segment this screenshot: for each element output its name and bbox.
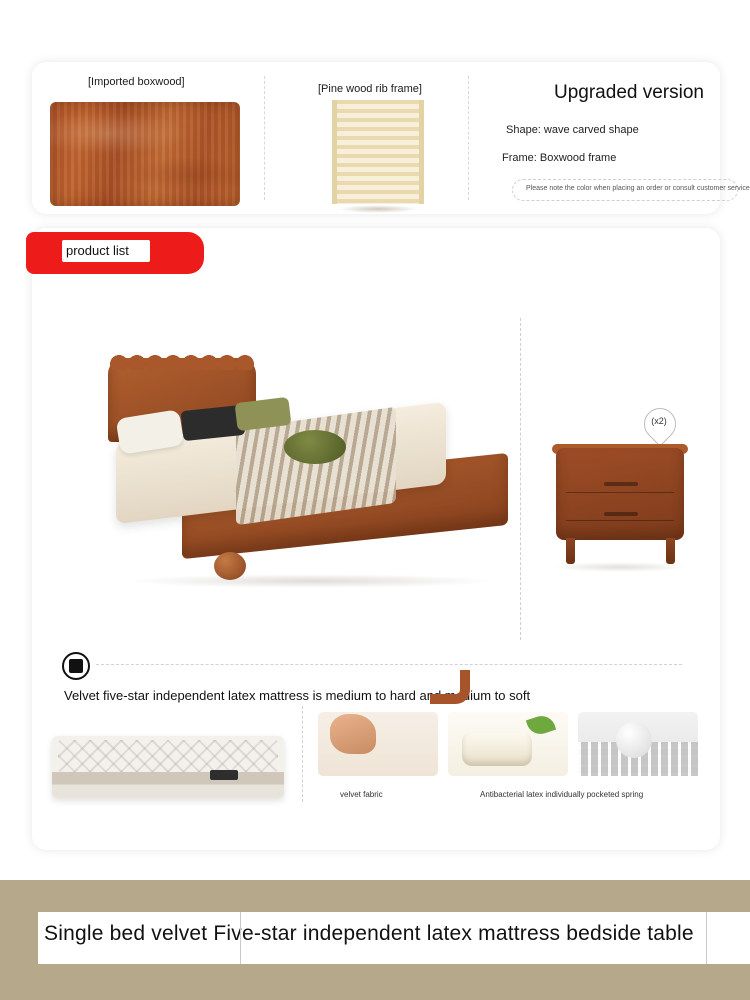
hand-press-illustration (330, 714, 376, 754)
bed-shadow (126, 574, 496, 588)
corner-bracket-icon (430, 670, 470, 704)
boxwood-label: [Imported boxwood] (88, 76, 185, 88)
spring-ball-illustration (616, 722, 652, 758)
nightstand-image (556, 448, 684, 540)
rib-frame-shadow (338, 205, 418, 213)
mattress-caption: Velvet five-star independent latex mattress is medium to hard and medium to soft (64, 688, 531, 703)
nightstand-quantity: (x2) (651, 416, 667, 426)
product-list-label: product list (66, 243, 129, 258)
bottom-separator-1 (240, 912, 241, 964)
nightstand-drawer-line-1 (566, 492, 674, 493)
nightstand-handle-2 (604, 512, 638, 516)
frame-spec: Frame: Boxwood frame (502, 152, 617, 164)
nightstand-shadow (552, 562, 688, 572)
latex-block-illustration (462, 732, 532, 766)
mattress-tag (210, 770, 238, 780)
divider-left (264, 76, 265, 200)
bed-image (86, 352, 506, 588)
nightstand-drawer-line-2 (566, 520, 674, 521)
color-note-text: Please note the color when placing an order or consult customer service (526, 185, 750, 192)
upgraded-version-title: Upgraded version (554, 82, 704, 103)
pine-rib-frame-label: [Pine wood rib frame] (318, 83, 422, 95)
thumb-caption-velvet: velvet fabric (340, 790, 383, 799)
bullet-square-icon (69, 659, 83, 673)
bed-headboard-scallop (110, 354, 254, 370)
bottom-product-summary: Single bed velvet Five-star independent latex mattress bedside table (44, 922, 694, 945)
bottom-separator-2 (706, 912, 707, 964)
pine-rib-frame-image (332, 100, 424, 204)
mattress-quilt-pattern (58, 740, 278, 772)
mattress-section-divider (96, 664, 682, 665)
bed-round-cushion (284, 430, 346, 464)
nightstand-handle-1 (604, 482, 638, 486)
divider-right (468, 76, 469, 200)
mattress-thumbs-divider (302, 706, 303, 802)
nightstand-leg-left (566, 538, 575, 564)
shape-spec: Shape: wave carved shape (506, 124, 639, 136)
product-divider (520, 318, 521, 640)
nightstand-leg-right (666, 538, 675, 564)
thumb-caption-latex-spring: Antibacterial latex individually pocketed spring (480, 790, 644, 799)
boxwood-swatch-image (50, 102, 240, 206)
